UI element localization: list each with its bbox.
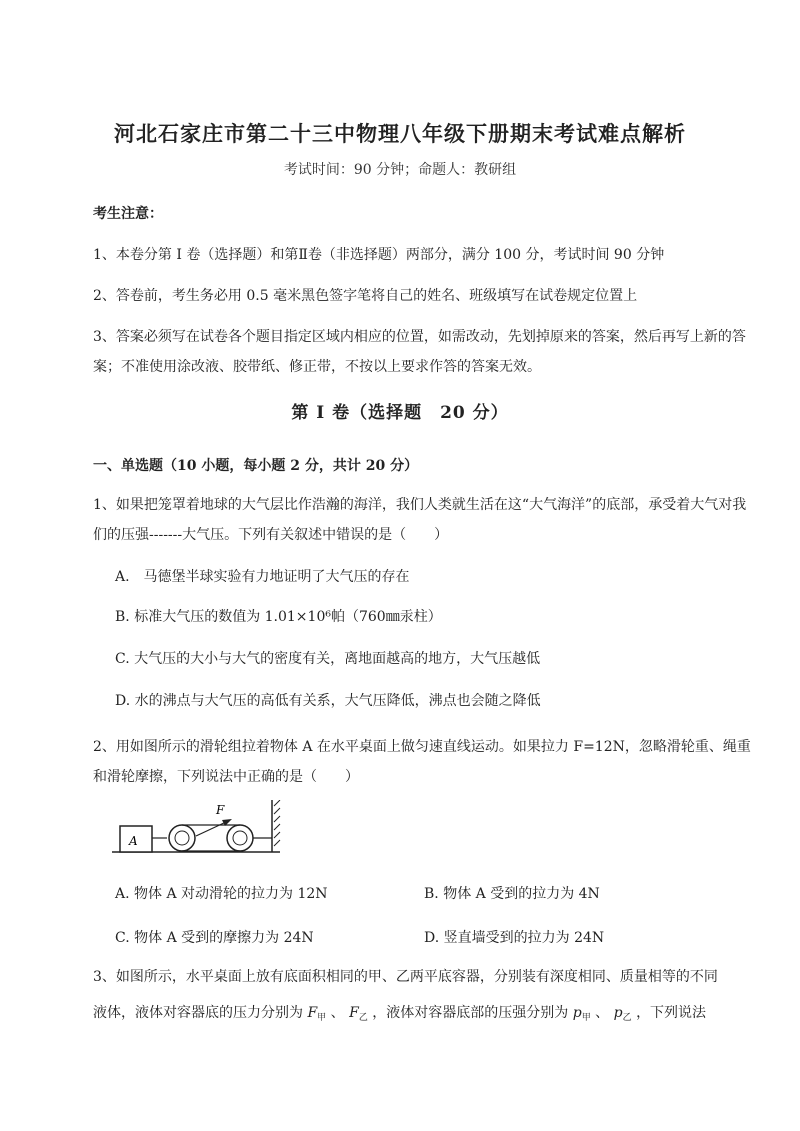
section-subhead: 一、单选题（10 小题，每小题 2 分，共计 20 分） <box>93 458 419 474</box>
question-2-option-a[interactable]: A. 物体 A 对动滑轮的拉力为 12N <box>115 886 328 902</box>
page-title: 河北石家庄市第二十三中物理八年级下册期末考试难点解析 <box>114 121 686 146</box>
question-1-option-a[interactable]: A. 马德堡半球实验有力地证明了大气压的存在 <box>115 569 410 585</box>
pulley-figure <box>112 800 292 860</box>
pressure-jia-symbol: $p_甲$ <box>572 1005 591 1023</box>
notice-item-2: 2、答卷前，考生务必用 0.5 毫米黑色签字笔将自己的姓名、班级填写在试卷规定位置上 <box>93 288 638 304</box>
question-2-option-d[interactable]: D. 竖直墙受到的拉力为 24N <box>424 930 605 946</box>
notice-heading: 考生注意： <box>93 206 163 222</box>
exam-subtitle: 考试时间：90 分钟；命题人：教研组 <box>283 162 517 178</box>
section-title: 第 I 卷（选择题 20 分） <box>291 403 509 423</box>
q3-text-a: 液体，液体对容器底的压力分别为 <box>93 1005 303 1021</box>
q3-sep-1: 、 <box>330 1005 345 1021</box>
pressure-yi-symbol: $p_乙$ <box>613 1005 632 1023</box>
question-3-line-1: 3、如图所示，水平桌面上放有底面积相同的甲、乙两平底容器，分别装有深度相同、质量相等的不同 <box>93 969 718 985</box>
question-3-line-2 <box>93 998 751 1033</box>
notice-item-3: 3、答案必须写在试卷各个题目指定区域内相应的位置，如需改动，先划掉原来的答案，然后再写上新的答案；不准使用涂改液、胶带纸、修正带，不按以上要求作答的答案无效。 <box>93 329 746 375</box>
question-2-stem: 2、用如图所示的滑轮组拉着物体 A 在水平桌面上做匀速直线运动。如果拉力 F=12N，忽略滑轮重、绳重和滑轮摩擦，下列说法中正确的是（ ） <box>93 739 751 785</box>
block-a-label: A <box>129 834 138 848</box>
notice-item-1: 1、本卷分第 I 卷（选择题）和第Ⅱ卷（非选择题）两部分，满分 100 分，考试时间 90 分钟 <box>93 247 665 263</box>
q3-sep-2: 、 <box>595 1005 610 1021</box>
question-2-option-b[interactable]: B. 物体 A 受到的拉力为 4N <box>424 886 600 902</box>
question-1-option-c[interactable]: C. 大气压的大小与大气的密度有关，离地面越高的地方，大气压越低 <box>115 651 541 667</box>
force-yi-symbol: $F_乙$ <box>349 1005 368 1023</box>
question-1-option-d[interactable]: D. 水的沸点与大气压的高低有关系，大气压降低，沸点也会随之降低 <box>115 693 541 709</box>
force-f-label: F <box>216 803 225 817</box>
question-2-option-c[interactable]: C. 物体 A 受到的摩擦力为 24N <box>115 930 314 946</box>
question-1-option-b[interactable]: B. 标准大气压的数值为 1.01×10⁶帕（760㎜汞柱） <box>115 609 442 625</box>
question-1-stem: 1、如果把笼罩着地球的大气层比作浩瀚的海洋，我们人类就生活在这“大气海洋”的底部，承受着大气对我们的压强-------大气压。下列有关叙述中错误的是（ ） <box>93 497 747 543</box>
force-jia-symbol: $F_甲$ <box>307 1005 327 1023</box>
q3-text-c: ，下列说法 <box>636 1005 707 1021</box>
q3-text-b: ，液体对容器底部的压强分别为 <box>372 1005 569 1021</box>
